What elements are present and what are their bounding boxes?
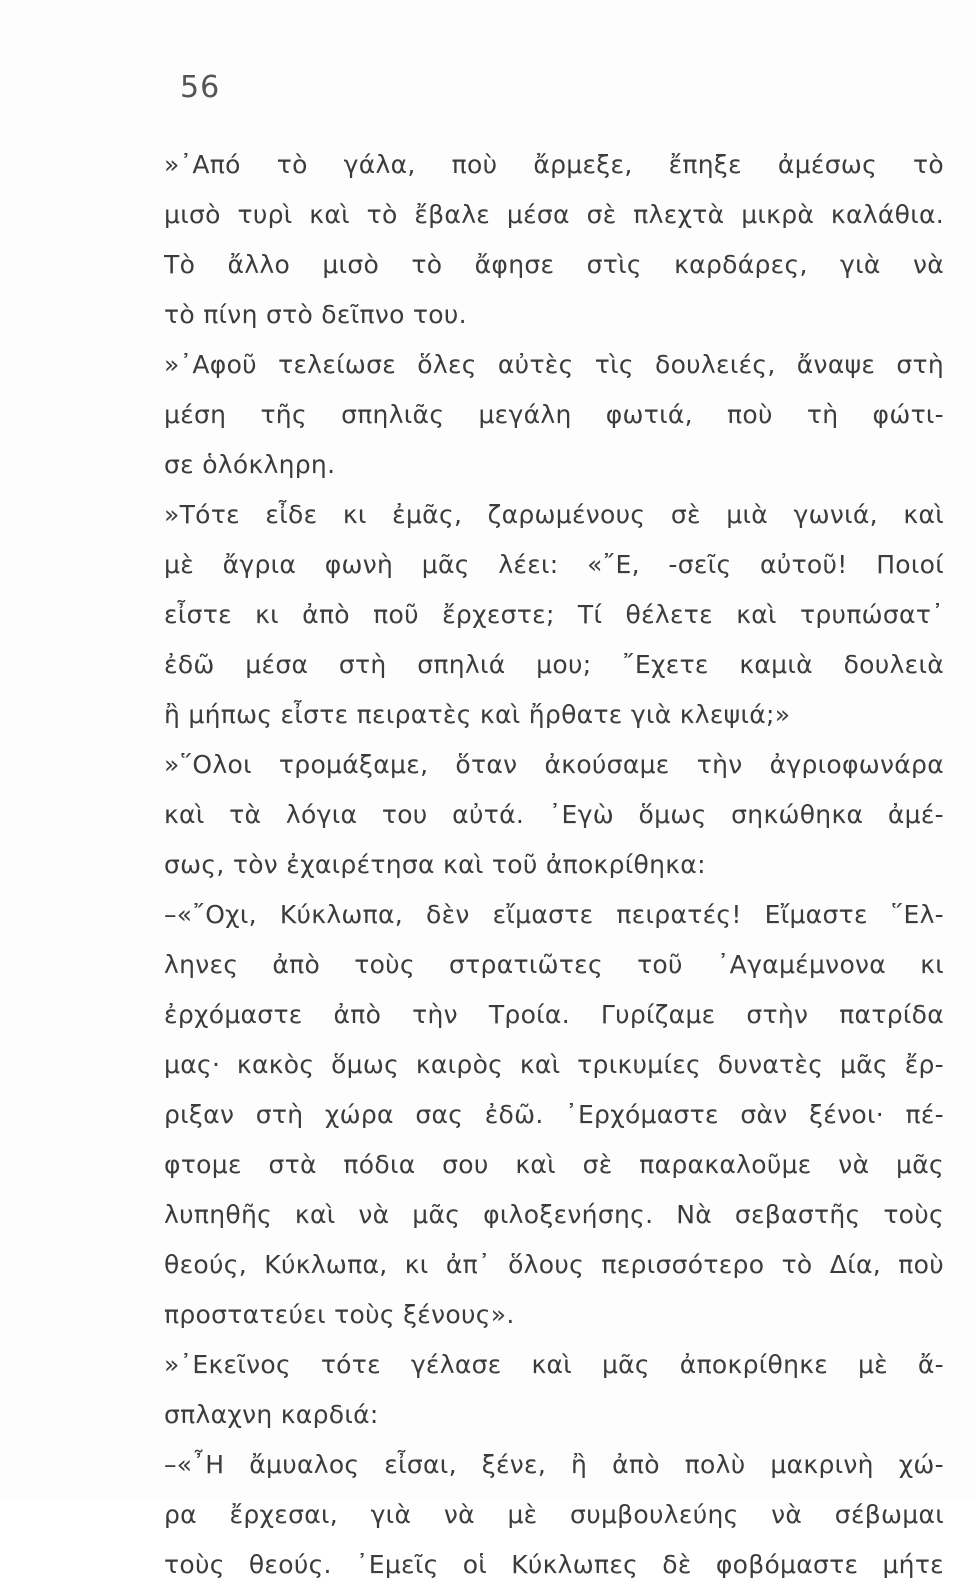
text-line: φτομε στὰ πόδια σου καὶ σὲ παρακαλοῦμε νὰ μᾶς [164, 1150, 944, 1179]
text-line: προστατεύει τοὺς ξένους». [164, 1300, 515, 1329]
text-line: »᾿Από τὸ γάλα, ποὺ ἄρμεξε, ἔπηξε ἀμέσως τὸ [164, 150, 944, 179]
text-line: ἢ μήπως εἶστε πειρατὲς καὶ ἤρθατε γιὰ κλεψιά;» [164, 700, 791, 729]
text-line: ληνες ἀπὸ τοὺς στρατιῶτες τοῦ ᾿Αγαμέμνονα κι [164, 950, 944, 979]
text-line: –«῎Οχι, Κύκλωπα, δὲν εἴμαστε πειρατές! Εἴμαστε ῞Ελ- [164, 900, 944, 929]
page-number: 56 [180, 70, 221, 105]
text-line: σπλαχνη καρδιά: [164, 1400, 379, 1429]
text-line: ρα ἔρχεσαι, γιὰ νὰ μὲ συμβουλεύης νὰ σέβωμαι [164, 1500, 944, 1529]
text-line: μέση τῆς σπηλιᾶς μεγάλη φωτιά, ποὺ τὴ φώτι- [164, 400, 944, 429]
body-text [164, 140, 944, 1590]
text-line: –«῏Η ἄμυαλος εἶσαι, ξένε, ἢ ἀπὸ πολὺ μακρινὴ χώ- [164, 1450, 944, 1479]
text-line: σε ὁλόκληρη. [164, 450, 336, 479]
text-line: »Τότε εἶδε κι ἐμᾶς, ζαρωμένους σὲ μιὰ γωνιά, καὶ [164, 500, 944, 529]
text-line: »᾿Εκεῖνος τότε γέλασε καὶ μᾶς ἀποκρίθηκε μὲ ἄ- [164, 1350, 944, 1379]
text-line: »᾿Αφοῦ τελείωσε ὅλες αὐτὲς τὶς δουλειές, ἄναψε στὴ [164, 350, 944, 379]
text-line: ἐδῶ μέσα στὴ σπηλιά μου; ῎Εχετε καμιὰ δουλειὰ [164, 650, 944, 679]
text-line: ριξαν στὴ χώρα σας ἐδῶ. ᾿Ερχόμαστε σὰν ξένοι· πέ- [164, 1100, 944, 1129]
text-line: σως, τὸν ἐχαιρέτησα καὶ τοῦ ἀποκρίθηκα: [164, 850, 706, 879]
text-line: »῞Ολοι τρομάξαμε, ὅταν ἀκούσαμε τὴν ἀγριοφωνάρα [164, 750, 944, 779]
text-line: μισὸ τυρὶ καὶ τὸ ἔβαλε μέσα σὲ πλεχτὰ μικρὰ καλάθια. [164, 200, 944, 229]
text-line: θεούς, Κύκλωπα, κι ἀπ᾿ ὅλους περισσότερο τὸ Δία, ποὺ [164, 1250, 944, 1279]
text-line: λυπηθῆς καὶ νὰ μᾶς φιλοξενήσης. Νὰ σεβαστῆς τοὺς [164, 1200, 944, 1229]
text-line: μας· κακὸς ὅμως καιρὸς καὶ τρικυμίες δυνατὲς μᾶς ἔρ- [164, 1050, 944, 1079]
text-line: τὸ πίνη στὸ δεῖπνο του. [164, 300, 467, 329]
text-line: Τὸ ἄλλο μισὸ τὸ ἄφησε στὶς καρδάρες, γιὰ νὰ [164, 250, 944, 279]
text-line: τοὺς θεούς. ᾿Εμεῖς οἱ Κύκλωπες δὲ φοβόμαστε μήτε [164, 1550, 944, 1579]
text-line: εἶστε κι ἀπὸ ποῦ ἔρχεστε; Τί θέλετε καὶ τρυπώσατ᾿ [164, 600, 944, 629]
text-line: ἐρχόμαστε ἀπὸ τὴν Τροία. Γυρίζαμε στὴν πατρίδα [164, 1000, 944, 1029]
text-line: μὲ ἄγρια φωνὴ μᾶς λέει: «῎Ε, -σεῖς αὐτοῦ! Ποιοί [164, 550, 944, 579]
text-line: καὶ τὰ λόγια του αὐτά. ᾿Εγὼ ὅμως σηκώθηκα ἀμέ- [164, 800, 944, 829]
